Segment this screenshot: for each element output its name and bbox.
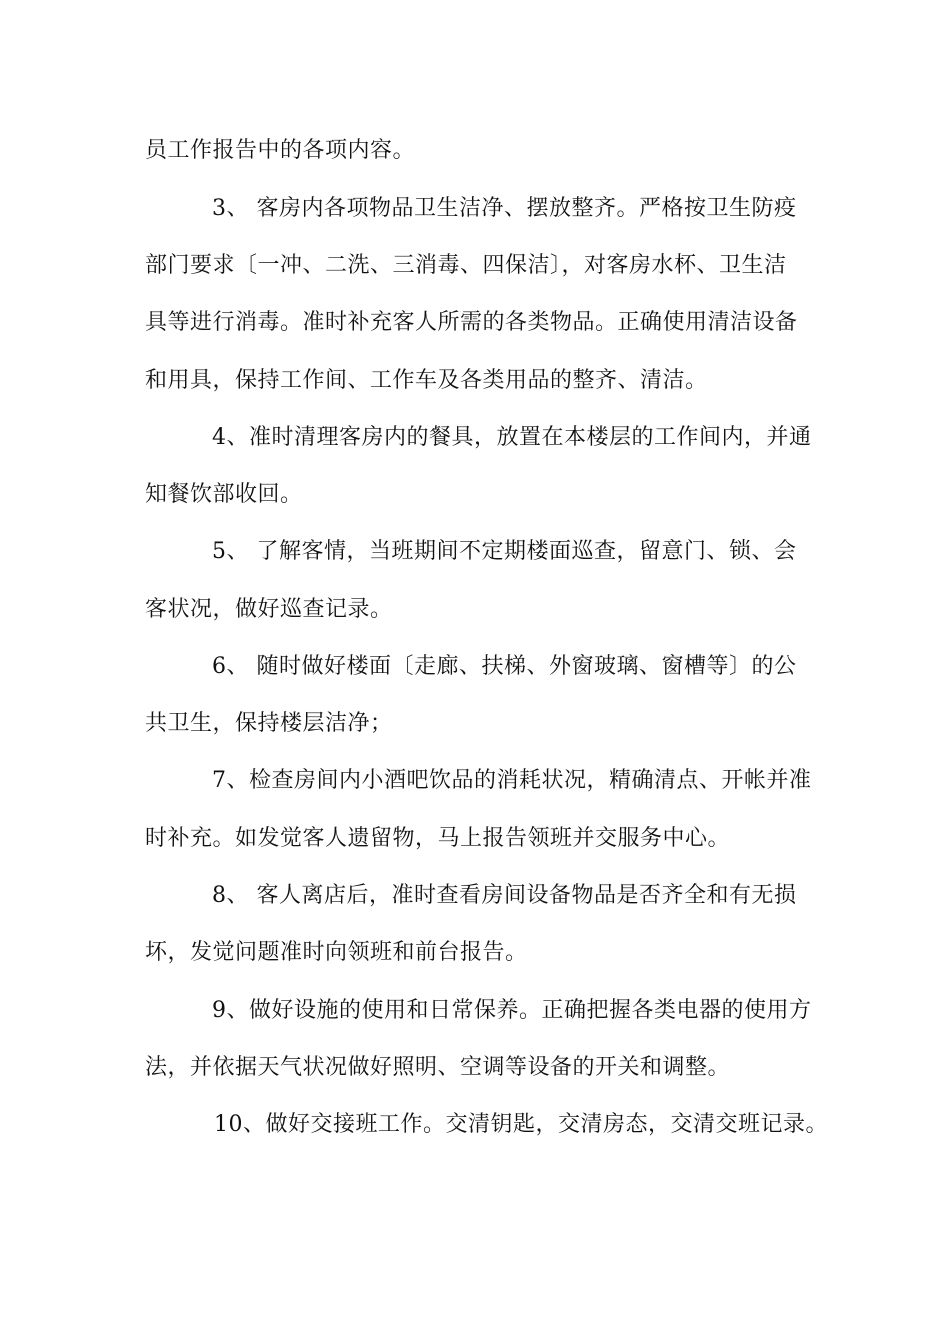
text-line: 和用具，保持工作间、工作车及各类用品的整齐、清洁。	[145, 368, 708, 393]
text-line: 4、准时清理客房内的餐具，放置在本楼层的工作间内，并通	[212, 425, 812, 450]
text-line: 6、 随时做好楼面〔走廊、扶梯、外窗玻璃、窗槽等〕的公	[212, 654, 797, 679]
text-line: 部门要求〔一冲、二洗、三消毒、四保洁〕，对客房水杯、卫生洁	[145, 253, 787, 278]
text-line: 共卫生，保持楼层洁净；	[145, 711, 393, 736]
text-line: 9、做好设施的使用和日常保养。正确把握各类电器的使用方	[212, 998, 812, 1023]
text-line: 3、 客房内各项物品卫生洁净、摆放整齐。严格按卫生防疫	[212, 196, 797, 221]
text-line: 5、 了解客情，当班期间不定期楼面巡查，留意门、锁、会	[212, 539, 797, 564]
text-line: 具等进行消毒。准时补充客人所需的各类物品。正确使用清洁设备	[145, 310, 798, 335]
text-line: 法，并依据天气状况做好照明、空调等设备的开关和调整。	[145, 1055, 731, 1080]
text-line: 10、做好交接班工作。交清钥匙，交清房态，交清交班记录。	[214, 1112, 828, 1137]
text-line: 时补充。如发觉客人遗留物，马上报告领班并交服务中心。	[145, 826, 731, 851]
text-line: 客状况，做好巡查记录。	[145, 597, 393, 622]
text-line: 员工作报告中的各项内容。	[145, 138, 416, 163]
text-line: 7、检查房间内小酒吧饮品的消耗状况，精确清点、开帐并准	[212, 768, 812, 793]
text-line: 8、 客人离店后，准时查看房间设备物品是否齐全和有无损	[212, 883, 797, 908]
text-line: 坏，发觉问题准时向领班和前台报告。	[145, 940, 528, 965]
text-line: 知餐饮部收回。	[145, 482, 303, 507]
